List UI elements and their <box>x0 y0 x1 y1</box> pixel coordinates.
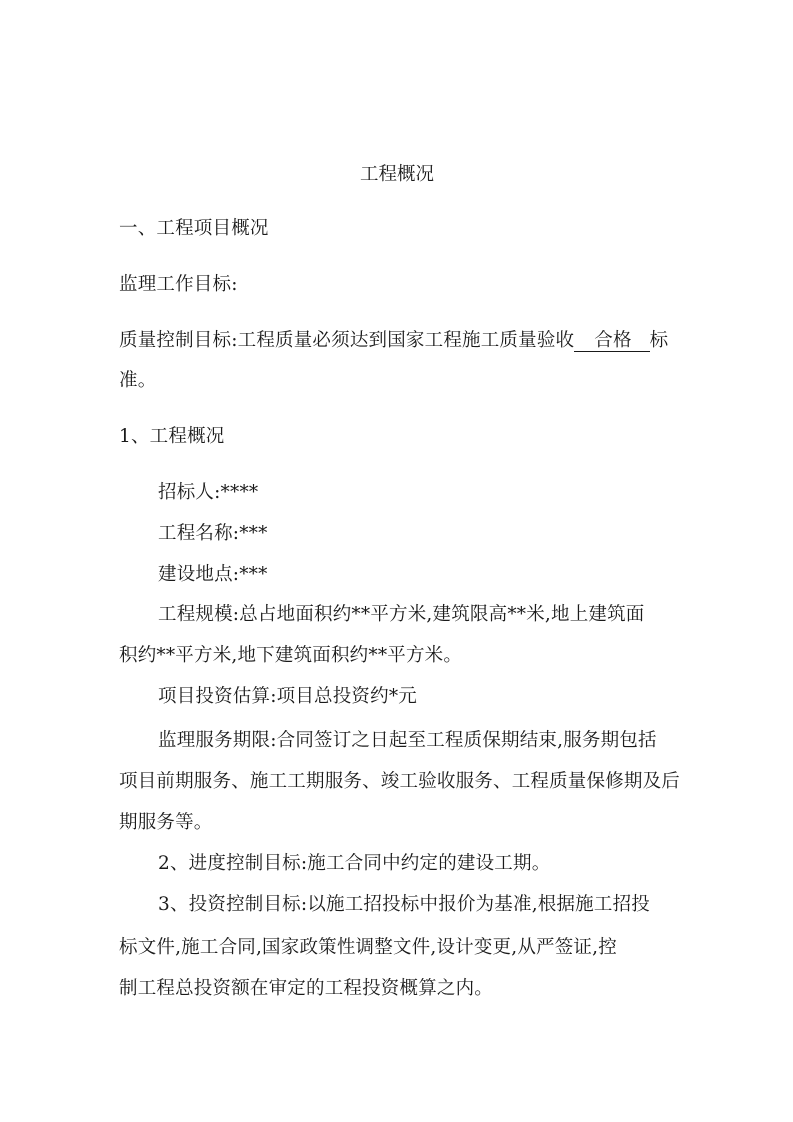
field-label: 工程名称: <box>158 523 240 544</box>
quality-goal-suffix: 标 <box>649 330 669 351</box>
scale-line2: 积约**平方米,地下建筑面积约**平方米。 <box>119 645 463 666</box>
field-label: 招标人: <box>158 482 221 503</box>
service-period-line2: 项目前期服务、施工工期服务、竣工验收服务、工程质量保修期及后 <box>119 771 681 792</box>
field-value: *** <box>239 523 268 544</box>
quality-goal-underlined-value: 合格 <box>574 331 649 352</box>
subsection-heading: 1、工程概况 <box>119 426 225 447</box>
supervision-goal-label: 监理工作目标: <box>119 274 238 295</box>
quality-goal-line2: 准。 <box>119 370 157 391</box>
investment-goal-line3: 制工程总投资额在审定的工程投资概算之内。 <box>119 978 494 999</box>
quality-goal-prefix: 质量控制目标:工程质量必须达到国家工程施工质量验收 <box>119 330 575 351</box>
field-location <box>158 563 268 587</box>
field-tenderer <box>158 481 258 505</box>
scale-line1: 工程规模:总占地面积约**平方米,建筑限高**米,地上建筑面 <box>158 604 645 625</box>
field-value: **** <box>220 482 259 503</box>
document-title: 工程概况 <box>359 164 434 185</box>
investment-goal-line1: 3、投资控制目标:以施工招投标中报价为基准,根据施工招投 <box>158 894 650 915</box>
investment-estimate: 项目投资估算:项目总投资约*元 <box>158 686 417 707</box>
service-period-line1: 监理服务期限:合同签订之日起至工程质保期结束,服务期包括 <box>158 730 657 751</box>
field-value: *** <box>239 564 268 585</box>
investment-goal-line2: 标文件,施工合同,国家政策性调整文件,设计变更,从严签证,控 <box>119 937 617 958</box>
section-heading: 一、工程项目概况 <box>119 218 269 239</box>
service-period-line3: 期服务等。 <box>119 812 213 833</box>
schedule-goal: 2、进度控制目标:施工合同中约定的建设工期。 <box>158 853 551 874</box>
field-label: 建设地点: <box>158 564 240 585</box>
quality-goal-line1 <box>119 329 668 353</box>
field-project-name <box>158 522 268 546</box>
